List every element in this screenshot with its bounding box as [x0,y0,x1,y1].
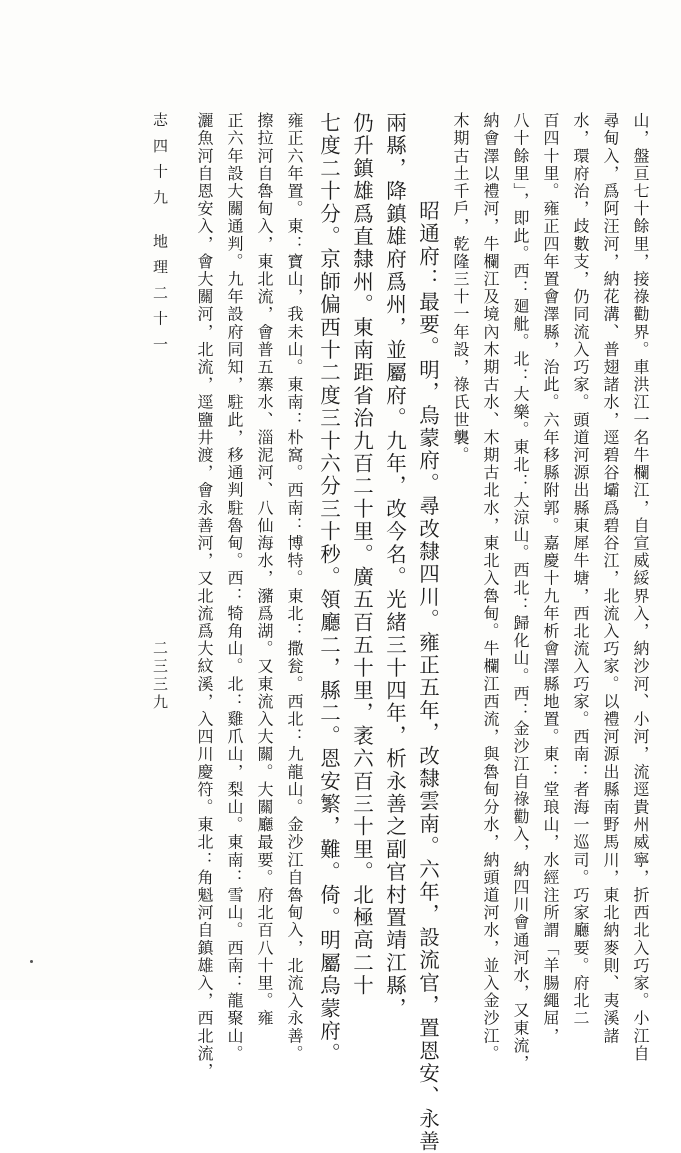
text-column-2: 尋甸入，爲阿汪河，納花溝、普翅諸水，逕碧谷壩爲碧谷江，北流入巧家。以禮河源出縣南野馬川，東北納麥則、夷溪諸 [601,112,620,1045]
text-column-14: 正六年設大關通判。九年設府同知，駐此，移通判駐魯甸。西：犄角山。北：雞爪山，梨山。東南：雪山。西南：龍聚山。 [225,112,244,1063]
text-column-1: 山，盤亘七十餘里，接祿勸界。車洪江一名牛欄江，自宣威綏界入，納沙河、小河，流逕貴州威寧，折西北入巧家。小江自 [631,112,650,1063]
text-column-8: 昭通府：最要。明，烏蒙府。尋改隸四川。雍正五年，改隸雲南。六年，設流官，置恩安、永善 [415,200,440,1153]
print-speck [30,960,33,963]
page-number: 二三三九 [151,640,169,712]
text-column-5: 八十餘里」，即此。西：廻舭。北：大樂。東北：大涼山。西北：歸化山。西：金沙江自祿勸入，納四川會通河水，又東流， [511,112,530,1072]
text-column-12: 雍正六年置。東：寶山，我未山。東南：朴窩。西南：博特。東北：撒瓮。西北：九龍山。金沙江自魯甸入，北流入永善。 [285,112,304,1063]
text-column-7: 木期古土千戶，乾隆三十一年設，祿氏世襲。 [451,112,470,464]
text-column-9: 兩縣，降鎮雄府爲州，並屬府。九年，改今名。光緒三十四年，析永善之副官村置靖江縣， [382,112,407,1020]
text-column-15: 灑魚河自恩安入，會大關河，北流，逕鹽井渡，會永善河，又北流爲大紋溪，入四川慶符。東北：角魁河自鎮雄入，西北流， [195,112,214,1080]
text-column-11: 七度二十分。京師偏西十二度三十六分三十秒。領廳二，縣二。恩安繁，難。倚。明屬烏蒙府。 [316,112,341,1066]
text-column-13: 擦拉河自魯甸入，東北流，會普五寨水、淄泥河、八仙海水，瀦爲湖。又東流入大關。大關廳最要。府北百八十里。雍 [255,112,274,1028]
text-column-10: 仍升鎮雄爲直隸州。東南距省治九百二十里。廣五百五十里，袤六百三十里。北極高二十 [349,112,374,998]
text-column-4: 百四十里。雍正四年置會澤縣，治此。六年移縣附郭。嘉慶十九年析會澤縣地置。東：堂琅山，水經注所謂「羊腸繩屈， [541,112,560,1045]
margin-header: 志 四 十 九 地 理 二 十 一 [151,112,169,355]
text-column-3: 水，環府治，歧數支，仍同流入巧家。頭道河源出縣東犀牛塘，西北流入巧家。西南：者海一巡司。巧家廳要。府北二 [571,112,590,1028]
text-column-6: 納會澤以禮河，牛欄江及境內木期古水、木期古北水，東北入魯甸。牛欄江西流，與魯甸分水，納頭道河水，並入金沙江。 [481,112,500,1063]
